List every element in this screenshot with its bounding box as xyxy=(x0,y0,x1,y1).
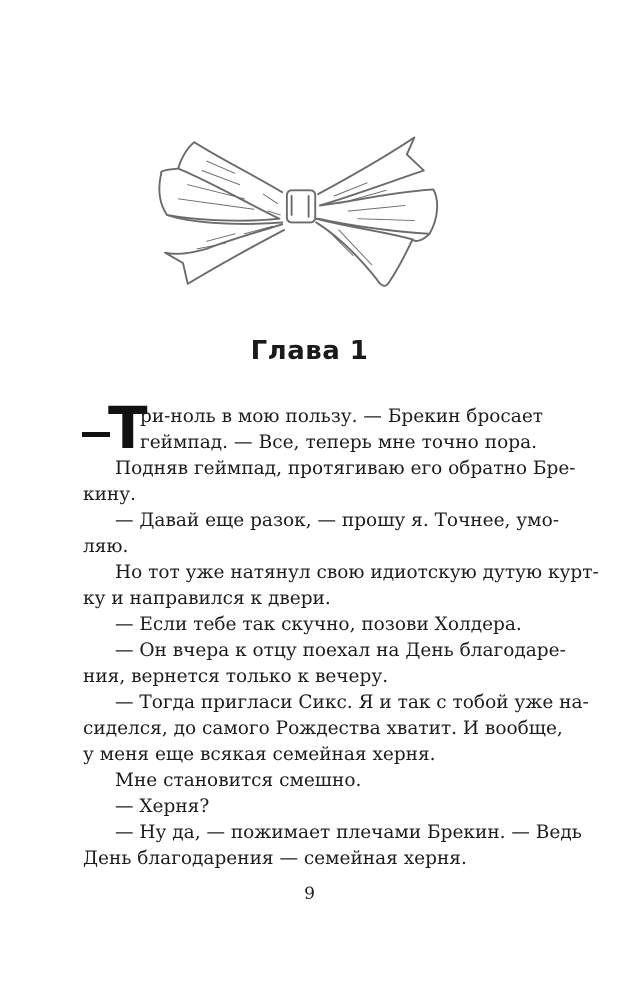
text-line: Но тот уже натянул свою идиотскую дутую курт- xyxy=(115,562,599,583)
text-line: кину. xyxy=(83,484,136,505)
text-line: — Ну да, — пожимает плечами Брекин. — Ведь xyxy=(115,822,582,843)
text-line: Мне становится смешно. xyxy=(115,770,362,791)
text-line: — Херня? xyxy=(115,796,210,817)
text-line: геймпад. — Все, теперь мне точно пора. xyxy=(140,432,537,453)
text-line: День благодарения — семейная херня. xyxy=(83,848,467,869)
text-line: ку и направился к двери. xyxy=(83,588,331,609)
text-line: — Тогда пригласи Сикс. Я и так с тобой уже на- xyxy=(115,692,589,713)
page-number: 9 xyxy=(304,884,315,904)
text-line: у меня еще всякая семейная херня. xyxy=(83,744,436,765)
text-line: — Он вчера к отцу поехал на День благодаре- xyxy=(115,640,566,661)
text-line: ляю. xyxy=(83,536,129,557)
drop-cap-dash xyxy=(82,432,110,437)
text-line: — Если тебе так скучно, позови Холдера. xyxy=(115,614,522,635)
chapter-title: Глава 1 xyxy=(250,336,369,366)
text-line: ри-ноль в мою пользу. — Брекин бросает xyxy=(140,406,543,427)
ribbon-bow-icon xyxy=(148,128,473,298)
text-line: — Давай еще разок, — прошу я. Точнее, умо- xyxy=(115,510,559,531)
text-line: ния, вернется только к вечеру. xyxy=(83,666,389,687)
text-line: Подняв геймпад, протягиваю его обратно Бре- xyxy=(115,458,576,479)
drop-cap-letter: Т xyxy=(108,394,148,462)
text-line: сиделся, до самого Рождества хватит. И вообще, xyxy=(83,718,563,739)
